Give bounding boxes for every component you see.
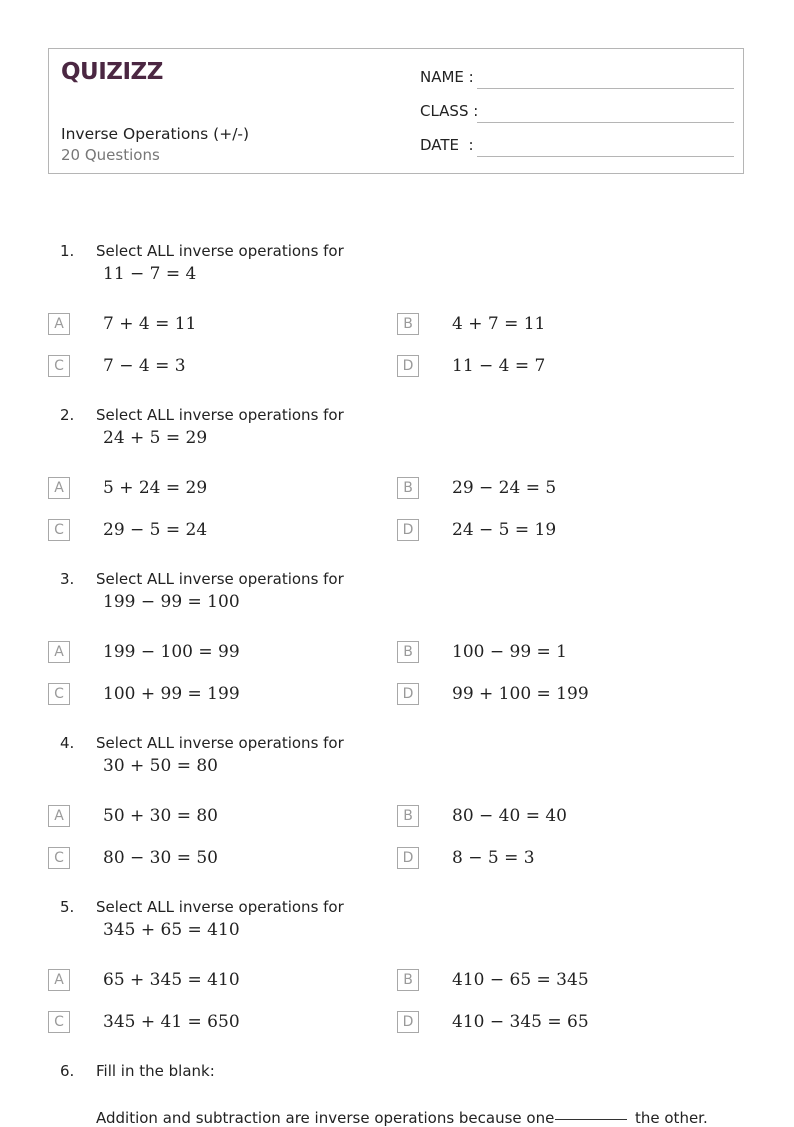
option-letter-box: D [397, 355, 419, 377]
option-letter-box: B [397, 805, 419, 827]
question-number: 5. [60, 898, 75, 916]
option-letter-box: B [397, 641, 419, 663]
option-text: 410 − 65 = 345 [452, 970, 589, 990]
question-equation: 11 − 7 = 4 [103, 264, 197, 284]
option-text: 4 + 7 = 11 [452, 314, 546, 334]
class-label: CLASS : [420, 102, 479, 120]
worksheet-title: Inverse Operations (+/-) [61, 125, 250, 143]
question-prompt: Select ALL inverse operations for [96, 570, 344, 588]
question-prompt: Select ALL inverse operations for [96, 406, 344, 424]
question-prompt: Select ALL inverse operations for [96, 734, 344, 752]
option-text: 8 − 5 = 3 [452, 848, 535, 868]
option-letter-box: C [48, 847, 70, 869]
option-text: 29 − 5 = 24 [103, 520, 208, 540]
question-number: 2. [60, 406, 75, 424]
date-line [477, 156, 734, 157]
question-prompt: Select ALL inverse operations for [96, 242, 344, 260]
date-label: DATE : [420, 136, 474, 154]
name-label: NAME : [420, 68, 474, 86]
question-count: 20 Questions [61, 146, 160, 164]
question-prompt: Select ALL inverse operations for [96, 898, 344, 916]
question-equation: 24 + 5 = 29 [103, 428, 208, 448]
question-number: 3. [60, 570, 75, 588]
class-field [420, 102, 734, 124]
name-field [420, 68, 734, 90]
option-text: 29 − 24 = 5 [452, 478, 557, 498]
name-line [477, 88, 734, 89]
date-field [420, 136, 734, 158]
option-text: 80 − 40 = 40 [452, 806, 567, 826]
option-text: 24 − 5 = 19 [452, 520, 557, 540]
option-letter-box: D [397, 1011, 419, 1033]
question-number: 6. [60, 1062, 75, 1080]
fill-in-sentence-end: the other. [635, 1109, 708, 1127]
option-text: 410 − 345 = 65 [452, 1012, 589, 1032]
option-letter-box: C [48, 1011, 70, 1033]
option-letter-box: A [48, 969, 70, 991]
option-text: 100 − 99 = 1 [452, 642, 567, 662]
option-letter-box: B [397, 313, 419, 335]
question-number: 1. [60, 242, 75, 260]
fill-in-sentence-start: Addition and subtraction are inverse operations because one [96, 1109, 555, 1127]
option-letter-box: A [48, 313, 70, 335]
option-text: 5 + 24 = 29 [103, 478, 208, 498]
question-prompt: Fill in the blank: [96, 1062, 215, 1080]
option-text: 99 + 100 = 199 [452, 684, 589, 704]
option-letter-box: A [48, 477, 70, 499]
option-text: 7 + 4 = 11 [103, 314, 197, 334]
question-equation: 345 + 65 = 410 [103, 920, 240, 940]
option-letter-box: C [48, 519, 70, 541]
answer-blank[interactable] [555, 1119, 627, 1120]
option-letter-box: D [397, 847, 419, 869]
option-letter-box: D [397, 683, 419, 705]
option-text: 199 − 100 = 99 [103, 642, 240, 662]
option-letter-box: D [397, 519, 419, 541]
option-text: 65 + 345 = 410 [103, 970, 240, 990]
option-letter-box: C [48, 355, 70, 377]
quizizz-logo: QUIZIZZ [61, 59, 163, 85]
option-text: 100 + 99 = 199 [103, 684, 240, 704]
worksheet-header [48, 48, 744, 174]
option-letter-box: A [48, 641, 70, 663]
option-letter-box: C [48, 683, 70, 705]
question-equation: 30 + 50 = 80 [103, 756, 218, 776]
option-text: 345 + 41 = 650 [103, 1012, 240, 1032]
class-line [477, 122, 734, 123]
option-letter-box: B [397, 969, 419, 991]
question-number: 4. [60, 734, 75, 752]
option-text: 7 − 4 = 3 [103, 356, 186, 376]
option-text: 80 − 30 = 50 [103, 848, 218, 868]
option-text: 11 − 4 = 7 [452, 356, 546, 376]
option-letter-box: B [397, 477, 419, 499]
option-text: 50 + 30 = 80 [103, 806, 218, 826]
question-equation: 199 − 99 = 100 [103, 592, 240, 612]
option-letter-box: A [48, 805, 70, 827]
